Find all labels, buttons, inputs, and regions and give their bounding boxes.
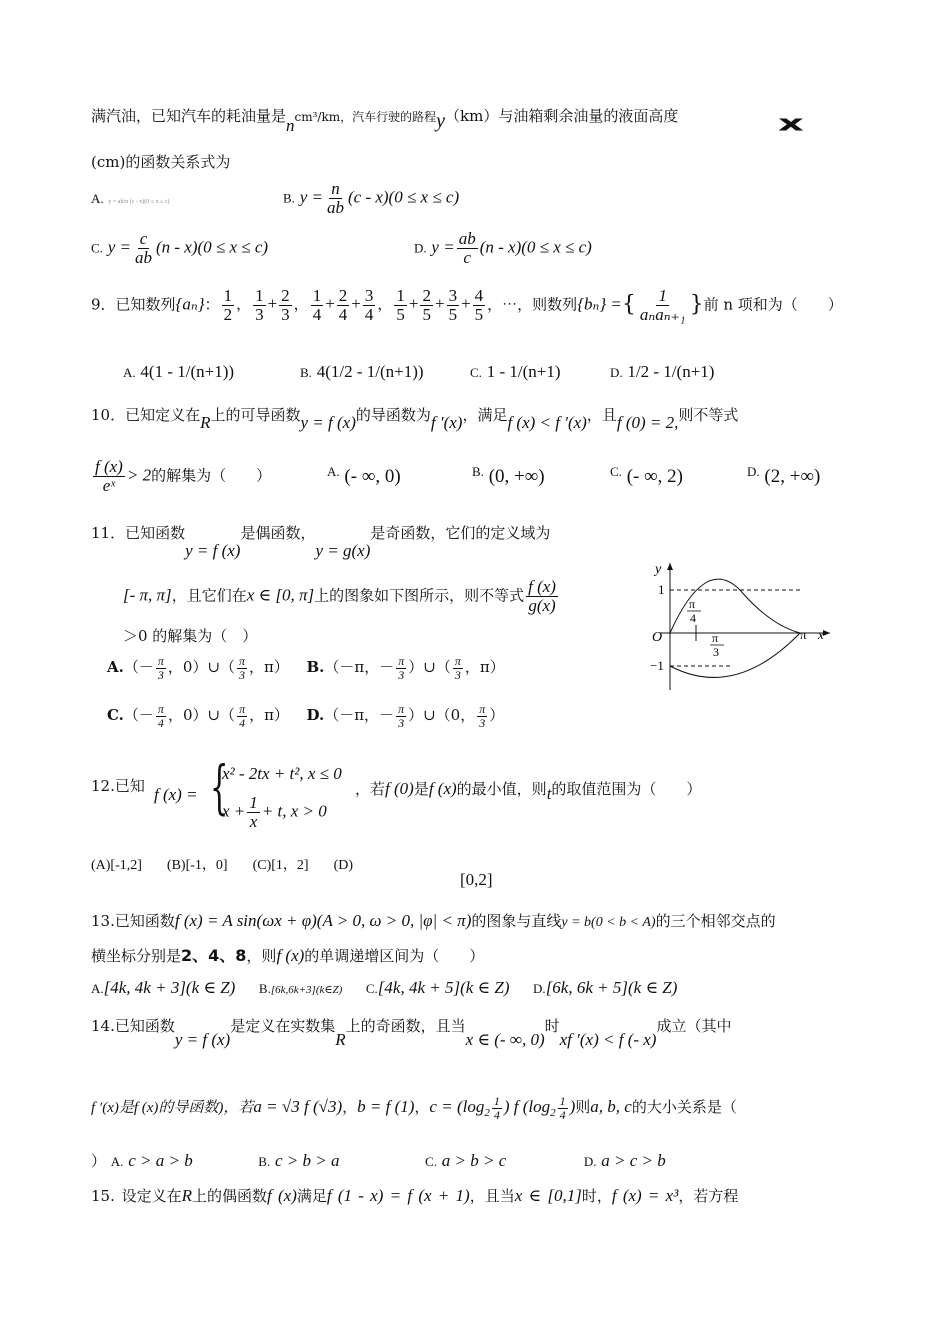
q14-c-sub: 2	[484, 1107, 490, 1120]
q11-f: y = f (x)	[185, 541, 241, 560]
q11-opt-a-label: A.	[107, 658, 124, 677]
q11-opt-b-n2: π	[454, 654, 461, 668]
q11-opt-c-t2: ，0）∪（	[167, 706, 236, 725]
q11-range: x ∈ [0, π]	[246, 585, 315, 605]
graph-pi: π	[800, 627, 807, 642]
q13-p4: 横坐标分别是	[91, 947, 182, 965]
q13-line: y = b(0 < b < A)	[561, 915, 656, 930]
q14-p1: 14.已知函数	[91, 1017, 175, 1035]
q9-term-sep: ，	[236, 295, 252, 314]
q9-brace-right: }	[689, 292, 704, 318]
q9-suffix: 前 n 项和为（ ）	[703, 295, 843, 314]
q8-opt-b-rhs: (c - x)(0 ≤ x ≤ c)	[347, 187, 460, 207]
q11-p4: ，且它们在	[171, 586, 247, 605]
q15-cond: x ∈ [0,1]	[514, 1186, 582, 1205]
q13-options	[91, 978, 677, 998]
q13-p2: 的图象与直线	[471, 912, 562, 930]
q11-opt-b-t3: ，π）	[464, 658, 505, 677]
q10-opt-b-value: (0, +∞)	[488, 466, 545, 487]
q13-opt-a: [4k, 4k + 3](k ∈ Z)	[103, 978, 236, 997]
q11-line3: ＞0 的解集为（ ）	[123, 627, 258, 645]
q9-prefix: 9．已知数列	[91, 295, 176, 314]
q9-opt-b-value: 4(1/2 - 1/(n+1))	[316, 362, 424, 381]
q14-cond: x ∈ (- ∞, 0)	[465, 1030, 545, 1049]
q8-text: 满汽油，已知汽车的耗油量是	[91, 107, 287, 125]
q9-plus: +	[267, 294, 278, 314]
q9-term-num: 1	[223, 286, 233, 305]
q8-opt-c-lhs: y =	[107, 237, 131, 257]
q10-f0: f (0) = 2,	[616, 413, 679, 432]
q8-n: n	[286, 116, 295, 135]
q8-line1	[91, 103, 679, 135]
q9-term	[253, 287, 266, 324]
q12-case1-text: x² - 2tx + t², x ≤ 0	[222, 764, 342, 783]
q14-p8: 的大小关系是（	[631, 1098, 737, 1117]
q12-fx: f (x)	[428, 779, 457, 798]
q9-plus: +	[434, 294, 445, 314]
q15-fx: f (x)	[267, 1186, 297, 1205]
q9-opt-c-label: C.	[470, 365, 482, 380]
q14-options	[91, 1151, 666, 1171]
q8-options-ab	[91, 189, 170, 207]
q11-opt-d-t2: ）∪（0，	[408, 706, 476, 725]
q9-term-num: 1	[255, 286, 264, 305]
q15-fdef: f (x) = x³	[611, 1186, 679, 1205]
q8-opt-d-rhs: (n - x)(0 ≤ x ≤ c)	[479, 237, 592, 257]
q14-opt-a-label: A.	[110, 1154, 124, 1169]
q12-opt-d: [0,2]	[460, 870, 493, 889]
q13-func: f (x) = A sin(ωx + φ)(A > 0, ω > 0, |φ| < π)	[174, 911, 472, 930]
q10-fx: y = f (x)	[300, 413, 356, 432]
q12-case2	[222, 794, 327, 831]
q14-p2: 是定义在实数集	[230, 1017, 336, 1035]
q10-line2	[91, 458, 271, 495]
q12-opt-c: (C)[1，2]	[252, 858, 309, 873]
q10-p7: 的解集为（ ）	[151, 466, 272, 485]
q9-term	[447, 287, 460, 324]
q9-term	[394, 287, 407, 324]
q9-term-num: 3	[448, 286, 458, 305]
q12-p5: 的取值范围为（ ）	[551, 780, 702, 798]
q14-f: y = f (x)	[174, 1030, 231, 1049]
q15-p4: ，且当	[469, 1187, 515, 1205]
q10-opt-d	[747, 466, 820, 489]
q12-case1	[222, 764, 342, 784]
q15-p2: 上的偶函数	[192, 1187, 268, 1205]
q8-opt-b-num: n	[331, 179, 340, 198]
q13-line2	[91, 946, 484, 966]
q11-opt-c-n2: π	[239, 702, 246, 716]
q11-domain: [- π, π]	[123, 585, 172, 605]
q10-R: R	[200, 413, 211, 432]
q10-p2: 上的可导函数	[210, 406, 301, 424]
q9-plus: +	[325, 294, 335, 314]
q8-opt-a: y = ab/n (c - x)(0 ≤ x ≤ c)	[108, 199, 170, 205]
q14-opt-b: c > b > a	[274, 1151, 340, 1170]
q9-seq-an: {aₙ}	[175, 294, 205, 314]
q11-opt-a-t2: ，0）∪（	[167, 658, 236, 677]
q14-opt-a: c > a > b	[128, 1151, 193, 1170]
q9-opt-b	[300, 362, 424, 382]
q8-text2: （km）与油箱剩余油量的液面高度	[445, 107, 679, 125]
q14-opt-c-label: C.	[425, 1154, 437, 1169]
q10-p1: 10．已知定义在	[91, 406, 201, 424]
q8-opt-d-num: ab	[458, 229, 476, 248]
q9-term-den: 5	[396, 304, 405, 324]
q9-seq-bn: {bₙ} =	[577, 294, 622, 314]
q10-opt-a	[327, 466, 401, 489]
q15-R: R	[181, 1186, 193, 1205]
q10-p3: 的导函数为	[355, 406, 431, 424]
q10-p4: ，满足	[462, 406, 508, 424]
q9-brace-left: {	[621, 292, 636, 318]
q13-p1: 13.已知函数	[91, 912, 175, 930]
q11-p5: 上的图象如下图所示，则不等式	[314, 586, 525, 605]
q14-c-pre: c = (log	[429, 1097, 485, 1117]
q14-line1	[91, 1016, 732, 1049]
q11-ineq-den: g(x)	[528, 595, 556, 615]
graph-pi4-den: 4	[690, 611, 696, 625]
q14-b: b = f (1)	[357, 1097, 415, 1117]
q14-opt-d-label: D.	[583, 1154, 597, 1169]
q13-opt-a-label: A.	[91, 981, 104, 996]
q10-ineq-rhs: > 2	[126, 465, 152, 485]
graph-pi3-num: π	[712, 631, 719, 645]
q9-term-num: 4	[474, 286, 484, 305]
q12-t: t	[546, 784, 552, 803]
graph-x-label: x	[818, 627, 824, 642]
q13-opt-c-label: C.	[365, 981, 378, 996]
q10-opt-a-label: A.	[327, 464, 340, 479]
q9-opt-a-value: 4(1 - 1/(n+1))	[140, 362, 235, 381]
q9-colon: ：	[204, 295, 220, 314]
q13-opt-d-label: D.	[533, 981, 546, 996]
q8-opt-c	[91, 230, 268, 267]
q9-term	[363, 287, 376, 324]
q8-x-mark: x	[778, 110, 804, 136]
q12-brace: {	[210, 753, 229, 821]
q9-term-num: 3	[364, 286, 374, 305]
q10-line1	[91, 405, 739, 432]
q8-opt-d-den: c	[463, 247, 471, 267]
q10-p5: ，且	[586, 406, 617, 424]
q11-opt-d-n2: π	[479, 702, 486, 716]
q8-opt-a-label: A.	[91, 191, 104, 206]
q12-f0: f (0)	[385, 779, 414, 798]
q9-line1	[91, 287, 843, 324]
q11-opt-b-t1: （－π，－	[324, 658, 395, 677]
q12-p2: ，若	[355, 780, 386, 798]
q9-bn-den: aₙaₙ₊₁	[639, 304, 686, 324]
q11-opt-c-d1: 4	[157, 715, 164, 730]
q10-opt-c	[610, 466, 683, 489]
q9-plus: +	[351, 294, 361, 314]
q14-c-post: )	[569, 1097, 576, 1117]
q11-opt-b-n1: π	[398, 654, 405, 668]
q10-opt-c-label: C.	[610, 464, 622, 479]
q11-options-cd	[107, 703, 504, 729]
q9-plus: +	[461, 294, 471, 314]
q15-p6: ，若方程	[678, 1187, 739, 1205]
q11-opt-b-label: B.	[306, 658, 325, 677]
q15-p3: 满足	[296, 1187, 327, 1205]
q10-cond: f (x) < f ′(x)	[507, 413, 587, 432]
q11-opt-a-d2: 3	[239, 667, 246, 682]
q9-terms	[220, 286, 488, 324]
q9-opt-d-label: D.	[610, 365, 623, 380]
q15-p1: 15. 设定义在	[91, 1187, 182, 1205]
q8-opt-d	[414, 230, 592, 267]
q9-term-den: 2	[223, 304, 233, 324]
q10-opt-b-label: B.	[472, 464, 484, 479]
q14-p9: ）	[91, 1152, 107, 1170]
q11-opt-a-t1: （－	[123, 658, 154, 677]
q9-term	[473, 287, 486, 324]
q11-opt-d-label: D.	[306, 706, 325, 725]
q12-p1: 12.已知	[91, 777, 145, 795]
graph-origin: O	[652, 630, 663, 645]
q9-term	[311, 287, 324, 324]
q10-opt-c-value: (- ∞, 2)	[626, 466, 683, 487]
q11-opt-c-t1: （－	[123, 706, 154, 725]
q13-fx: f (x)	[276, 946, 305, 965]
q14-opt-c: a > b > c	[441, 1151, 507, 1170]
q11-options-ab	[107, 655, 505, 681]
q14-line2	[91, 1095, 737, 1121]
q11-opt-b-d1: 3	[398, 667, 405, 682]
q9-term	[222, 287, 235, 324]
q11-opt-d-t1: （－π，－	[324, 706, 395, 725]
q11-opt-d-d1: 3	[398, 715, 405, 730]
q9-bn-num: 1	[658, 286, 667, 305]
q8-opt-b-label: B.	[283, 190, 295, 206]
q9-term	[279, 287, 292, 324]
q11-line2	[123, 578, 560, 615]
q11-g: y = g(x)	[315, 541, 371, 560]
q14-c-mid: ) f (log	[503, 1097, 551, 1117]
q11-opt-d-t3: ）	[489, 706, 505, 725]
q14-c-den: 4	[493, 1107, 500, 1122]
q13-opt-c: [4k, 4k + 5](k ∈ Z)	[377, 978, 510, 997]
q13-line1	[91, 911, 776, 932]
q11-opt-c-d2: 4	[239, 715, 246, 730]
q9-term-sep: ，	[293, 295, 309, 314]
q11-opt-a-n2: π	[239, 654, 246, 668]
q9-term-den: 5	[448, 304, 458, 324]
q11-opt-b-t2: ）∪（	[408, 658, 451, 677]
graph-y-label: y	[655, 562, 662, 577]
q14-sep1: ，	[342, 1098, 358, 1117]
q10-opt-d-value: (2, +∞)	[764, 466, 821, 487]
q8-opt-c-rhs: (n - x)(0 ≤ x ≤ c)	[155, 237, 269, 257]
q9-opt-a	[123, 362, 234, 382]
q11-opt-a-t3: ，π）	[249, 658, 289, 677]
q12-opt-b: (B)[-1，0]	[166, 858, 228, 873]
q9-term-num: 1	[312, 286, 322, 305]
q9-term	[420, 287, 433, 324]
q9-term-num: 2	[338, 286, 348, 305]
q9-term-sep: ，	[377, 295, 393, 314]
q14-p5: 成立（其中	[656, 1017, 732, 1035]
q14-p3: 上的奇函数，且当	[345, 1017, 466, 1035]
q9-term-den: 4	[312, 304, 322, 324]
q14-c-num: 1	[493, 1094, 500, 1108]
q9-opt-c-value: 1 - 1/(n+1)	[486, 362, 561, 381]
q11-graph	[630, 555, 840, 695]
q9-term-den: 4	[338, 304, 348, 324]
q9-term-num: 2	[422, 286, 431, 305]
q8-opt-b-lhs: y =	[299, 187, 323, 207]
q12-case2-den: x	[249, 811, 258, 831]
q11-p2: 是偶函数，	[240, 524, 316, 542]
q9-opt-c	[470, 362, 561, 382]
graph-pi4-num: π	[689, 597, 696, 611]
q12-fdef-text: f (x) =	[154, 785, 198, 804]
q10-ineq-num: f (x)	[95, 457, 123, 476]
q14-c-num2: 1	[559, 1094, 566, 1108]
q13-p3: 的三个相邻交点的	[655, 912, 776, 930]
q12-fdef	[154, 785, 198, 805]
q12-case2-b: + t, x > 0	[261, 801, 327, 821]
q14-opt-b-label: B.	[258, 1154, 271, 1169]
q9-term-den: 3	[281, 304, 290, 324]
q11-line1	[91, 523, 551, 560]
q14-p6a: f ′(x)是f (x)的导函数)，若	[91, 1100, 254, 1117]
q9-term-den: 5	[474, 304, 484, 324]
q11-opt-c-t3: ，π）	[249, 706, 289, 725]
y-axis-arrow	[667, 563, 673, 570]
curve-cos	[670, 633, 800, 677]
q12-p3: 是	[413, 780, 429, 798]
q14-p7: 则	[575, 1098, 591, 1117]
q9-term-den: 4	[364, 304, 374, 324]
q14-c-sub2: 2	[550, 1107, 556, 1120]
q10-ineq-den: eˣ	[102, 475, 116, 495]
q11-p3: 是奇函数，它们的定义域为	[370, 524, 551, 542]
q13-p6: 的单调递增区间为（ ）	[304, 947, 485, 965]
q11-opt-d-d2: 3	[479, 715, 486, 730]
q14-a: a = √3 f (√3)	[253, 1097, 343, 1117]
q10-opt-a-value: (- ∞, 0)	[344, 466, 401, 487]
q12-opt-d-label: (D)	[333, 858, 354, 873]
q12-case2-a: x +	[222, 801, 246, 821]
graph-pi3-den: 3	[713, 645, 719, 659]
q15-p5: 时，	[581, 1187, 612, 1205]
q14-opt-d: a > c > b	[601, 1151, 666, 1170]
q12-p4: 的最小值，则	[456, 780, 547, 798]
q8-opt-c-den: ab	[134, 247, 152, 267]
q12-rest	[355, 779, 702, 803]
q13-points: 2、4、8	[181, 946, 247, 965]
q10-fpx: f ′(x)	[430, 413, 463, 432]
q8-opt-d-lhs: y =	[431, 237, 455, 257]
q9-term-num: 1	[396, 286, 405, 305]
q8-opt-b-den: ab	[326, 197, 344, 217]
q9-term	[337, 287, 350, 324]
q8-opt-c-label: C.	[91, 240, 103, 256]
q10-opt-b	[472, 466, 545, 489]
q10-p6: 则不等式	[678, 406, 739, 424]
q9-opt-d	[610, 362, 714, 382]
q11-ineq-num: f (x)	[528, 577, 556, 596]
q9-opt-a-label: A.	[123, 365, 136, 380]
q14-ineq: xf ′(x) < f (- x)	[559, 1030, 657, 1049]
graph-tick-1: 1	[658, 582, 665, 597]
q15-line1	[91, 1186, 738, 1206]
q8-line2: (cm)的函数关系式为	[91, 153, 231, 171]
q9-term-den: 5	[422, 304, 431, 324]
q11-opt-d-n1: π	[398, 702, 405, 716]
q11-opt-c-n1: π	[157, 702, 164, 716]
q8-unit: cm³/km，汽车行驶的路程	[294, 110, 437, 124]
q11-opt-b-d2: 3	[454, 667, 461, 682]
q8-opt-d-label: D.	[414, 240, 427, 256]
q9-term-den: 3	[255, 304, 264, 324]
x-axis-arrow	[823, 630, 830, 636]
q14-p4: 时	[544, 1017, 560, 1035]
q11-opt-a-d1: 3	[157, 667, 164, 682]
q8-opt-c-num: c	[139, 229, 148, 248]
q14-sep2: ，	[414, 1098, 430, 1117]
q8-y: y	[436, 110, 446, 132]
q9-opt-b-label: B.	[300, 365, 312, 380]
graph-tick-m1: −1	[650, 658, 664, 673]
q12-case2-num: 1	[249, 793, 258, 812]
q9-term-num: 2	[281, 286, 290, 305]
q9-plus: +	[408, 294, 419, 314]
q10-opt-d-label: D.	[747, 464, 760, 479]
q14-abc: a, b, c	[590, 1097, 632, 1117]
q11-opt-c-label: C.	[107, 706, 124, 725]
q9-ellipsis: ，⋯，则数列	[487, 295, 578, 314]
q11-opt-a-n1: π	[157, 654, 164, 668]
q15-eq: f (1 - x) = f (x + 1)	[326, 1186, 470, 1205]
q13-p5: ，则	[246, 947, 277, 965]
q11-p1: 11．已知函数	[91, 524, 186, 542]
q13-opt-b: [6k,6k+3](k∈Z)	[270, 984, 343, 996]
q8-opt-b	[283, 180, 459, 217]
q12-options	[91, 858, 353, 875]
q14-R: R	[335, 1030, 346, 1049]
q14-c-den2: 4	[559, 1107, 566, 1122]
q13-opt-d: [6k, 6k + 5](k ∈ Z)	[545, 978, 678, 997]
q13-opt-b-label: B.	[258, 981, 271, 996]
q9-opt-d-value: 1/2 - 1/(n+1)	[627, 362, 715, 381]
q12-opt-a: (A)[-1,2]	[91, 858, 142, 873]
